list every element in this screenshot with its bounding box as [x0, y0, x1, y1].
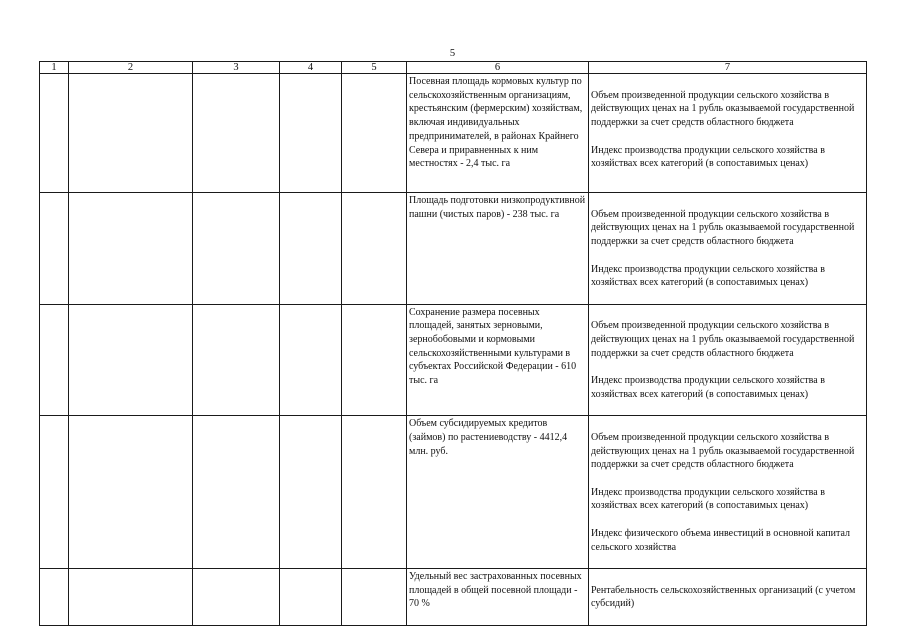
result-indicator-text: Индекс производства продукции сельского хозяйства в хозяйствах всех категорий (в сопоставимых ценах): [591, 375, 825, 400]
result-indicator-text: Рентабельность сельскохозяйственных организаций (с учетом субсидий): [591, 584, 856, 610]
target-indicator-cell: [407, 304, 589, 416]
table-row: [40, 568, 867, 625]
table-cell: [342, 416, 407, 569]
column-header-3: 3: [193, 62, 280, 74]
table-cell: [280, 416, 342, 569]
target-indicator-text: Объем субсидируемых кредитов (займов) по растениеводству - 4412,4 млн. руб.: [409, 418, 568, 457]
result-indicator-text: Индекс производства продукции сельского хозяйства в хозяйствах всех категорий (в сопоставимых ценах): [591, 486, 825, 512]
result-indicator-cell: [589, 568, 867, 625]
table-cell: [40, 193, 69, 305]
table-cell: [193, 568, 280, 625]
result-indicator-text: Индекс физического объема инвестиций в основной капитал сельского хозяйства: [591, 527, 850, 553]
table-cell: [280, 304, 342, 416]
result-indicator-text: Объем произведенной продукции сельского хозяйства в действующих ценах на 1 рубль оказываемой государственной поддержки за счет средств областного бюджета: [591, 89, 855, 129]
table-cell: [40, 416, 69, 569]
column-header-4: 4: [280, 62, 342, 74]
table-row: [40, 74, 867, 193]
table-cell: [280, 74, 342, 193]
table-row: [40, 304, 867, 416]
table-cell: [69, 74, 193, 193]
target-indicator-text: Площадь подготовки низкопродуктивной пашни (чистых паров) - 238 тыс. га: [409, 195, 586, 220]
table-cell: [40, 304, 69, 416]
column-header-7: 7: [589, 62, 867, 74]
table-cell: [193, 304, 280, 416]
result-indicator-text: Индекс производства продукции сельского хозяйства в хозяйствах всех категорий (в сопоставимых ценах): [591, 144, 825, 170]
table-cell: [69, 568, 193, 625]
table-cell: [40, 74, 69, 193]
target-indicator-text: Удельный вес застрахованных посевных площадей в общей посевной площади - 70 %: [409, 570, 582, 610]
target-indicator-text: Сохранение размера посевных площадей, занятых зерновыми, зернобобовыми и кормовыми сельскохозяйственными культурами в субъектах Российской Федерации - 610 тыс. га: [409, 306, 577, 387]
result-indicator-cell: [589, 74, 867, 193]
table-cell: [69, 193, 193, 305]
table-row: [40, 193, 867, 305]
table-cell: [193, 74, 280, 193]
result-indicator-cell: [589, 304, 867, 416]
target-indicator-cell: [407, 193, 589, 305]
table-cell: [280, 193, 342, 305]
table-cell: [342, 193, 407, 305]
header-row: [40, 62, 867, 74]
column-header-6: 6: [407, 62, 589, 74]
result-indicator-text: Объем произведенной продукции сельского хозяйства в действующих ценах на 1 рубль оказываемой государственной поддержки за счет средств областного бюджета: [591, 431, 855, 471]
column-header-2: 2: [69, 62, 193, 74]
table-cell: [69, 416, 193, 569]
target-indicator-cell: [407, 74, 589, 193]
table-row: [40, 416, 867, 569]
column-header-1: 1: [40, 62, 69, 74]
result-indicator-text: Индекс производства продукции сельского хозяйства в хозяйствах всех категорий (в сопоставимых ценах): [591, 263, 825, 289]
column-header-5: 5: [342, 62, 407, 74]
result-indicator-text: Объем произведенной продукции сельского хозяйства в действующих ценах на 1 рубль оказываемой государственной поддержки за счет средств областного бюджета: [591, 208, 855, 248]
result-indicator-cell: [589, 416, 867, 569]
result-indicator-text: Объем произведенной продукции сельского хозяйства в действующих ценах на 1 рубль оказываемой государственной поддержки за счет средств областного бюджета: [591, 320, 855, 359]
table-cell: [69, 304, 193, 416]
indicators-table: [39, 61, 867, 626]
target-indicator-cell: [407, 416, 589, 569]
table-cell: [40, 568, 69, 625]
page-number: 5: [449, 48, 456, 59]
table-cell: [342, 74, 407, 193]
target-indicator-cell: [407, 568, 589, 625]
table-cell: [280, 568, 342, 625]
result-indicator-cell: [589, 193, 867, 305]
table-cell: [193, 193, 280, 305]
table-cell: [342, 568, 407, 625]
table-cell: [193, 416, 280, 569]
table-cell: [342, 304, 407, 416]
target-indicator-text: Посевная площадь кормовых культур по сельскохозяйственным организациям, крестьянским (фермерским) хозяйствам, включая индивидуальных предпринимателей, в районах Крайнего Севера и приравненных к ним местностях - 2,4 тыс. га: [409, 76, 583, 170]
